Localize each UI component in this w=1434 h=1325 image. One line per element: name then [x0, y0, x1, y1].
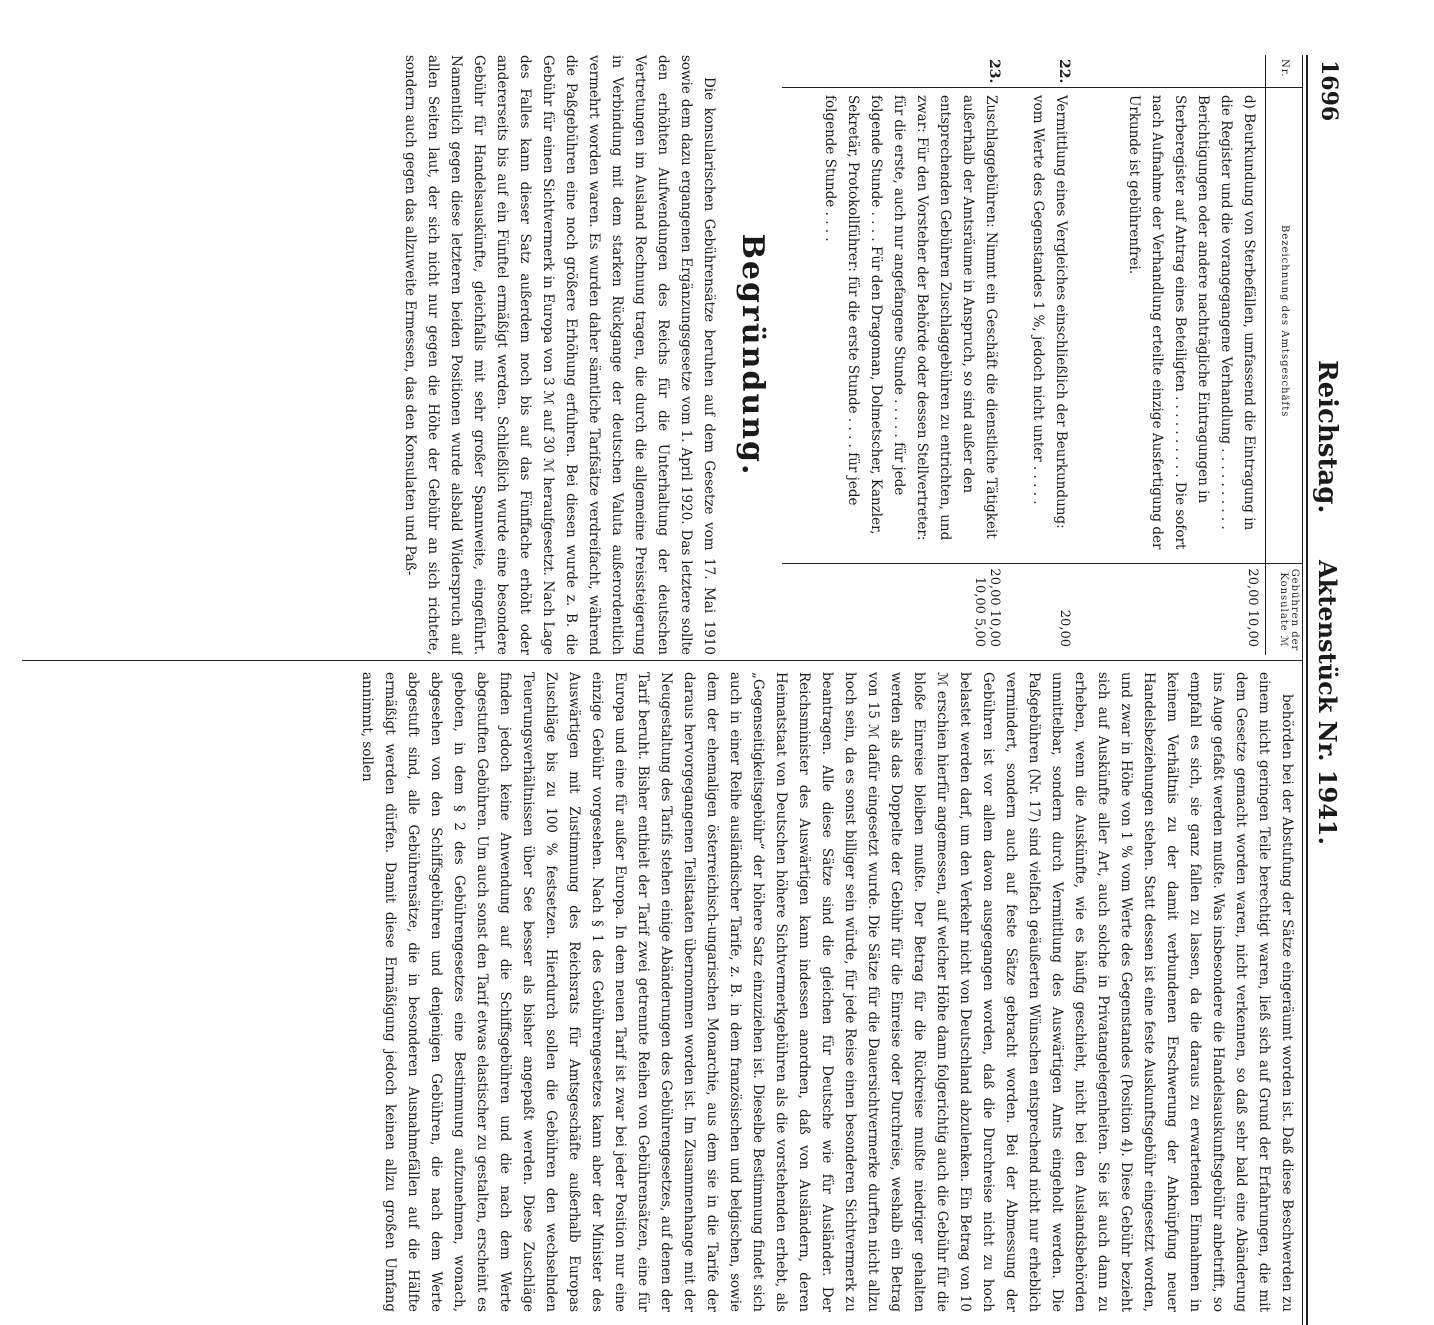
page-number: 1696 [1316, 60, 1342, 122]
row-text: Zuschlaggebühren: Nimmt ein Geschäft die dienstliche Tätigkeit außerhalb der Amtsräume in Anspruch, so sind außer den entsprechenden Gebühren Zuschlaggebühren zu entrichten, und zwar: Für den Vorsteher der Behörde oder dessen Stellvertreter: für die erste, auch nur angefangene Stunde . . . . . für jede folgende Stunde . . . . Für den Dragoman, Dolmetscher, Kanzler, Sekretär, Protokollführer: für die erste Stunde . . . . für jede folgende Stunde . . . . [822, 95, 999, 541]
row-text: d) Beurkundung von Sterbefällen, umfassend die Eintragung in die Register und die vorangegangene Verhandlung . . . . . . . . . . Berichtigungen oder andere nachträgliche Eintragungen in Sterberegister auf Antrag eines Beteiligten . . . . . . . . . . Die sofort nach Aufnahme der Verhandlung erteilte einzige Ausfertigung der Urkunde ist gebührenfrei. [1126, 95, 1257, 550]
section-title: Begründung. [735, 233, 770, 477]
header-right: Aktenstück Nr. 1941. [1313, 560, 1342, 845]
row-fee: 20,00 [1057, 609, 1072, 647]
row-nr: 23. [986, 59, 1002, 84]
table-head-rule [1265, 55, 1266, 655]
header-rule-2 [1302, 55, 1303, 1325]
fee-table [782, 55, 1302, 655]
header-rule [1306, 55, 1308, 1325]
row-fee: 20,00 10,00 [1245, 568, 1260, 647]
header-center: Reichstag. [1312, 360, 1342, 514]
row-nr: 22. [1056, 59, 1072, 84]
right-column-text [28, 672, 1298, 1312]
paragraph: Die konsularischen Gebührensätze beruhen auf dem Gesetze vom 17. Mai 1910 sowie dem dazu ergangenen Ergänzungsgesetze vom 1. April 1920. Das letztere sollte den erhöhten Aufwendungen des Reichs für die Unterhaltung der deutschen Vertretungen im Ausland Rechnung tragen, die durch die allgemeine Preissteigerung in Verbindung mit dem starken Rückgange der deutschen Valuta außerordentlich vermehrt worden waren. Es wurden daher sämtliche Tarifsätze verdreifacht, während die Paßgebühren eine noch größere Erhöhung erfuhren. Bei diesen wurde z. B. die Gebühr für einen Sichtvermerk in Europa von 3 ℳ auf 30 ℳ heraufgesetzt. Nach Lage des Falles kann dieser Satz außerdem noch bis auf das Fünffache erhöht oder andererseits bis auf ein Fünftel ermäßigt werden. Schließlich wurde eine besondere Gebühr für Handelsauskünfte, gleichfalls mit sehr großer Spannweite, eingeführt. Namentlich gegen diese letzteren beiden Positionen wurde alsbald Widerspruch auf allen Seiten laut, der sich nicht nur gegen die Höhe der Gebühr an sich richtete, sondern auch gegen das allzuweite Ermessen, das den Konsulaten und Paß- [402, 55, 717, 655]
table-col-rule-2 [782, 563, 1302, 564]
left-column-text [30, 55, 720, 655]
table-col-rule-1 [782, 87, 1302, 88]
col-head-nr: Nr. [1279, 59, 1290, 78]
row-fee: 20,00 10,00 10,00 5,00 [972, 568, 1002, 647]
row-text: Vermittlung eines Vergleiches einschließlich der Beurkundung: vom Werte des Gegenstandes 1 %, jedoch nicht unter . . . . . [1030, 95, 1069, 529]
col-head-desc: Bezeichnung des Amtsgeschäfts [1279, 225, 1290, 418]
column-divider [22, 660, 1302, 661]
paragraph: behörden bei der Abstufung der Sätze eingeräumt worden ist. Daß diese Beschwerden zu einem nicht geringen Teile berechtigt waren, ließ sich auf Grund der Erfahrungen, die mit dem Gesetze gemacht worden waren, nicht verkennen, so daß sehr bald eine Abänderung ins Auge gefaßt werden mußte. Was insbesondere die Handelsauskunftsgebühr anbetrifft, so empfahl es sich, sie ganz fallen zu lassen, da die daraus zu erwartenden Einnahmen in keinem Verhältnis zu der damit verbundenen Erschwerung der Anknüpfung neuer Handelsbeziehungen stehen. Statt dessen ist eine feste Auskunftsgebühr eingesetzt worden, und zwar in Höhe von 1 % vom Werte des Gegenstandes (Position 4). Diese Gebühr bezieht sich auf Auskünfte aller Art, auch solche in Privatangelegenheiten. Sie ist auch dann zu erheben, wenn die Auskünfte, wie es häufig geschieht, nicht bei den Auslandsbehörden unmittelbar, sondern durch Vermittlung des Auswärtigen Amts eingeholt werden. Die Paßgebühren (Nr. 17) sind vielfach geäußerten Wünschen entsprechend nicht nur erheblich vermindert, sondern auch auf feste Sätze gebracht worden. Bei der Abmessung der Gebühren ist vor allem davon ausgegangen worden, daß die Durchreise nicht zu hoch belastet werden darf, um den Verkehr nicht von Deutschland abzulenken. Ein Betrag von 10 ℳ erschien hierfür angemessen, auf welcher Höhe dann folgerichtig auch die Gebühr für die bloße Einreise bleiben mußte. Der Betrag für die Rückreise mußte niedriger gehalten werden als das Doppelte der Gebühr für die Einreise oder Durchreise, weshalb ein Betrag von 15 ℳ dafür eingesetzt wurde. Die Sätze für die Dauersichtvermerke durften nicht allzu hoch sein, da es sonst billiger sein würde, für jede Reise einen besonderen Sichtvermerk zu beantragen. Alle diese Sätze sind die gleichen für Deutsche wie für Ausländer. Der Reichsminister des Auswärtigen kann indessen anordnen, daß von Ausländern, deren Heimatstaat von Deutschen höhere Sichtvermerkgebühren als die vorstehenden erhebt, als „Gegenseitigkeitsgebühr“ der höhere Satz einzuziehen ist. Dieselbe Bestimmung findet sich auch in einer Reihe ausländischer Tarife, z. B. in dem französischen und belgischen, sowie dem der ehemaligen österreichisch-ungarischen Monarchie, aus dem sie in die Tarife der daraus hervorgegangenen Teilstaaten übernommen worden ist. Im Zusammenhange mit der Neugestaltung des Tarifs stehen einige Abänderungen des Gebührengesetzes, auf denen der Tarif beruht. Bisher enthielt der Tarif zwei getrennte Reihen von Gebührensätzen, eine für Europa und eine für außer Europa. In dem neuen Tarif ist zwar bei jeder Position nur eine einzige Gebühr vorgesehen. Nach § 1 des Gebührengesetzes kann aber der Minister des Auswärtigen mit Zustimmung des Reichsrats für Amtsgeschäfte außerhalb Europas Zuschläge bis zu 100 % festsetzen. Hierdurch sollen die Gebühren den wechselnden Teuerungsverhältnissen über See besser als bisher angepaßt werden. Diese Zuschläge finden jedoch keine Anwendung auf die Schiffsgebühren und die nach dem Werte abgestuften Gebühren. Um auch sonst den Tarif etwas elastischer zu gestalten, erscheint es geboten, in dem § 2 des Gebührengesetzes eine Bestimmung aufzunehmen, wonach, abgesehen von den Schiffsgebühren und denjenigen Gebühren, die nach dem Werte abgestuft sind, alle Gebührensätze, die in besonderen Ausnahmefällen auf die Hälfte ermäßigt werden dürfen. Damit diese Ermäßigung jedoch keinen allzu großen Umfang annimmt, sollen [359, 672, 1295, 1312]
col-head-fee: Gebühren der Konsulate ℳ [1278, 568, 1300, 652]
